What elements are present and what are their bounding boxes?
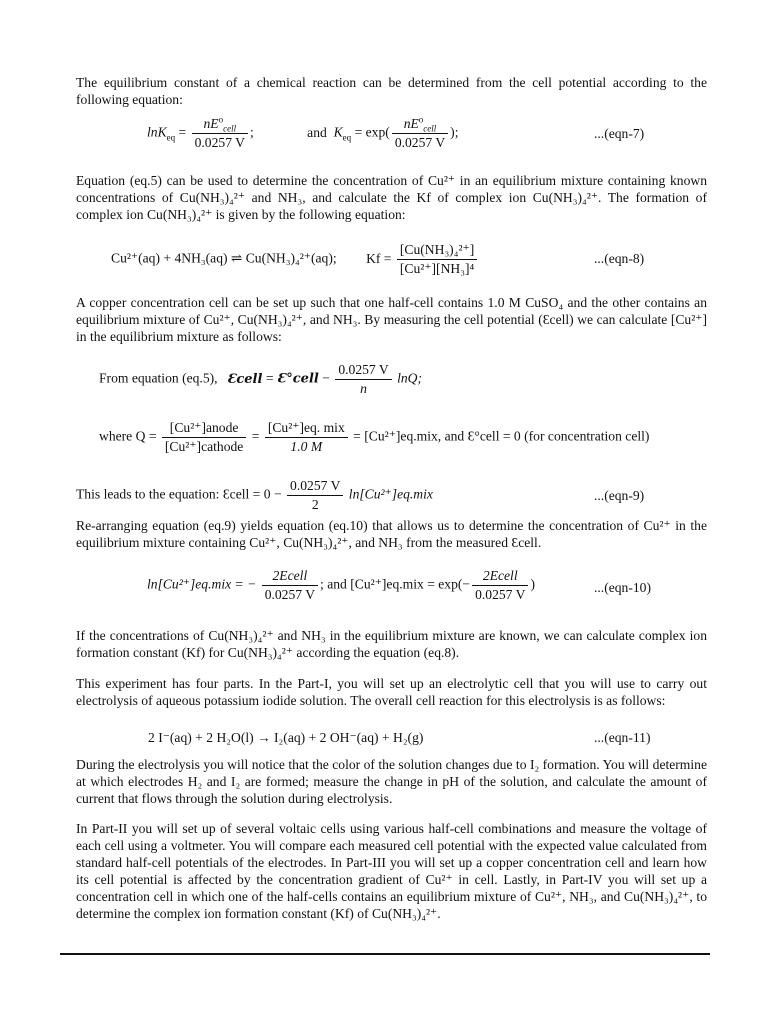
eq7-num-sub-2: cell: [423, 123, 437, 134]
qdef-d1: [Cu²⁺]cathode: [164, 439, 244, 454]
eq7-fraction-2: [392, 116, 448, 151]
paragraph-6: This experiment has four parts. In the Part-I, you will set up an electrolytic cell that you will use to carry out electrolysis of aqueous potassium iodide solution. The overall cell reaction for this electrolysis is as follows:: [76, 676, 707, 708]
eq9-suffix: ln[Cu²⁺]eq.mix: [348, 486, 433, 502]
eq5-den: n: [360, 381, 367, 396]
eq10-fraction-1: [262, 568, 318, 603]
eq7-num: nE: [203, 116, 219, 131]
eq7-exp: = exp(: [354, 124, 390, 140]
eqn-7-label: ...(eqn-7): [594, 126, 645, 141]
eq5-e0: Ɛ°cell: [276, 371, 319, 387]
paragraph-7: During the electrolysis you will notice that the color of the solution changes due to I₂ formation. You will determine at which electrodes H₂ and I₂ are formed; measure the change in pH of the solution, and calculate the amount of current that flows through the solution during electrolysis.: [76, 757, 707, 806]
eq7-close: );: [450, 124, 459, 140]
eq7-num-sup-2: o: [418, 114, 424, 125]
qdef-fraction-1: [162, 420, 246, 455]
eqn-11-label: ...(eqn-11): [594, 730, 651, 745]
paragraph-5: If the concentrations of Cu(NH₃)₄²⁺ and NH₃ in the equilibrium mixture are known, we can calculate complex ion formation constant (Kf) for Cu(NH₃)₄²⁺ according the equation (eq.8).: [76, 628, 707, 660]
paragraph-2: Equation (eq.5) can be used to determine the concentration of Cu²⁺ in an equilibrium mixture containing known concentrations of Cu(NH₃)₄²⁺ and NH₃, and calculate the Kf of complex ion Cu(NH₃)₄²⁺. The formation of complex ion Cu(NH₃)₄²⁺ is given by the following equation:: [76, 173, 707, 222]
eq7-sep: ;: [249, 124, 254, 140]
eq10-den-2: 0.0257 V: [475, 587, 526, 602]
equation-8: [111, 242, 479, 277]
eq7-k: K: [333, 124, 343, 140]
page-bottom-rule: [60, 953, 710, 955]
eq8-fraction: [397, 242, 477, 277]
paragraph-4: Re-arranging equation (eq.9) yields equation (eq.10) that allows us to determine the concentration of Cu²⁺ in the equilibrium mixture containing Cu²⁺, Cu(NH₃)₄²⁺, and NH₃ from the measured Ɛcell.: [76, 518, 707, 550]
paragraph-3: A copper concentration cell can be set up such that one half-cell contains 1.0 M CuSO₄ and the other contains an equilibrium mixture of Cu²⁺, Cu(NH₃)₄²⁺, and NH₃. By measuring the cell potential (Ɛcell) we can calculate [Cu²⁺] in the equilibrium mixture as follows:: [76, 295, 707, 344]
eq10-lhs: ln[Cu²⁺]eq.mix = −: [147, 576, 257, 592]
qdef-n1: [Cu²⁺]anode: [162, 420, 246, 438]
equation-9: [76, 478, 433, 513]
equation-10: [147, 568, 535, 603]
eqn-10-label: ...(eqn-10): [594, 580, 651, 595]
eq7-k-sub: eq: [342, 132, 352, 143]
eq10-mid: ; and [Cu²⁺]eq.mix = exp(−: [320, 576, 471, 592]
eq10-den: 0.0257 V: [264, 587, 316, 602]
eq9-den: 2: [311, 497, 319, 512]
eq7-den: 0.0257 V: [194, 135, 245, 150]
eq8-reaction: Cu²⁺(aq) + 4NH₃(aq) ⇌ Cu(NH₃)₄²⁺(aq);: [111, 250, 337, 266]
qdef-d2: 1.0 M: [290, 439, 323, 454]
eq7-lhs: lnK: [147, 124, 167, 140]
eq7-num-sub: cell: [223, 123, 237, 134]
eq5-fraction: [335, 362, 391, 397]
eq9-num: 0.0257 V: [287, 478, 343, 496]
eq7-fraction-1: [192, 116, 248, 151]
eq5-eq: =: [265, 370, 274, 386]
eq5-minus: −: [322, 370, 330, 386]
eq10-close: ): [530, 576, 535, 592]
equation-5-form: [99, 362, 422, 397]
eq8-kf: Kf =: [366, 250, 392, 266]
eq9-fraction: [287, 478, 343, 513]
intro-paragraph: The equilibrium constant of a chemical reaction can be determined from the cell potential according to the following equation:: [76, 75, 707, 107]
eqn-8-label: ...(eqn-8): [594, 251, 645, 266]
eq10-fraction-2: [472, 568, 528, 603]
eq5-ecell: Ɛcell: [226, 371, 263, 387]
eq8-den: [Cu²⁺][NH₃]⁴: [399, 261, 475, 276]
eq5-num: 0.0257 V: [335, 362, 391, 380]
eqn-9-label: ...(eqn-9): [594, 488, 645, 503]
qdef-fraction-2: [265, 420, 348, 455]
eq5-prefix: From equation (eq.5),: [99, 370, 218, 386]
eq9-prefix: This leads to the equation: Ɛcell = 0 −: [76, 486, 282, 502]
eq8-num: [Cu(NH₃)₄²⁺]: [397, 242, 477, 260]
eq10-num-2: 2Ecell: [482, 568, 518, 583]
eq7-num-2: nE: [403, 116, 419, 131]
equation-11: 2 I⁻(aq) + 2 H₂O(l) → I₂(aq) + 2 OH⁻(aq) + H₂(g): [148, 730, 424, 745]
paragraph-8: In Part-II you will set up of several voltaic cells using various half-cell combinations and measure the voltage of each cell using a voltmeter. You will compare each measured cell potential with the expected value calculated from standard half-cell potentials of the electrodes. In Part-III you will set up a copper concentration cell and learn how its cell potential is affected by the concentration gradient of Cu²⁺ in cell. Lastly, in Part-IV you will set up a concentration cell in which one of the half-cells contains an equilibrium mixture of Cu²⁺, NH₃, and Cu(NH₃)₄²⁺, to determine the complex ion formation constant (Kf) of Cu(NH₃)₄²⁺.: [76, 821, 707, 921]
qdef-suffix: = [Cu²⁺]eq.mix, and Ɛ°cell = 0 (for concentration cell): [353, 428, 650, 444]
eq5-suffix: lnQ;: [397, 370, 423, 386]
eq7-den-2: 0.0257 V: [394, 135, 446, 150]
eq7-and: and: [307, 124, 327, 140]
eq7-lhs-sub: eq: [166, 132, 176, 143]
equation-7: lnK$_{eq}$ = $\frac{nE^o_{cell}}{0.0257 V}$ ; and $K_{eq} = \exp$( $\frac{nE^o_{cell}}{0.0257 V}$ );: [147, 114, 459, 150]
eq7-num-sup: o: [218, 114, 224, 125]
q-definition: where Q = $\frac{\text{[Cu²⁺]anode}}{\text{[Cu²⁺]cathode}}$ = $\frac{\text{[Cu²⁺]eq. mix}}{1.0 M}$ = [Cu²⁺]eq.mix, and Ɛ°cell = 0 (for concentration cell): [99, 420, 650, 454]
qdef-n2: [Cu²⁺]eq. mix: [265, 420, 348, 438]
qdef-prefix: where Q =: [99, 428, 157, 444]
eq10-num: 2Ecell: [272, 568, 308, 583]
